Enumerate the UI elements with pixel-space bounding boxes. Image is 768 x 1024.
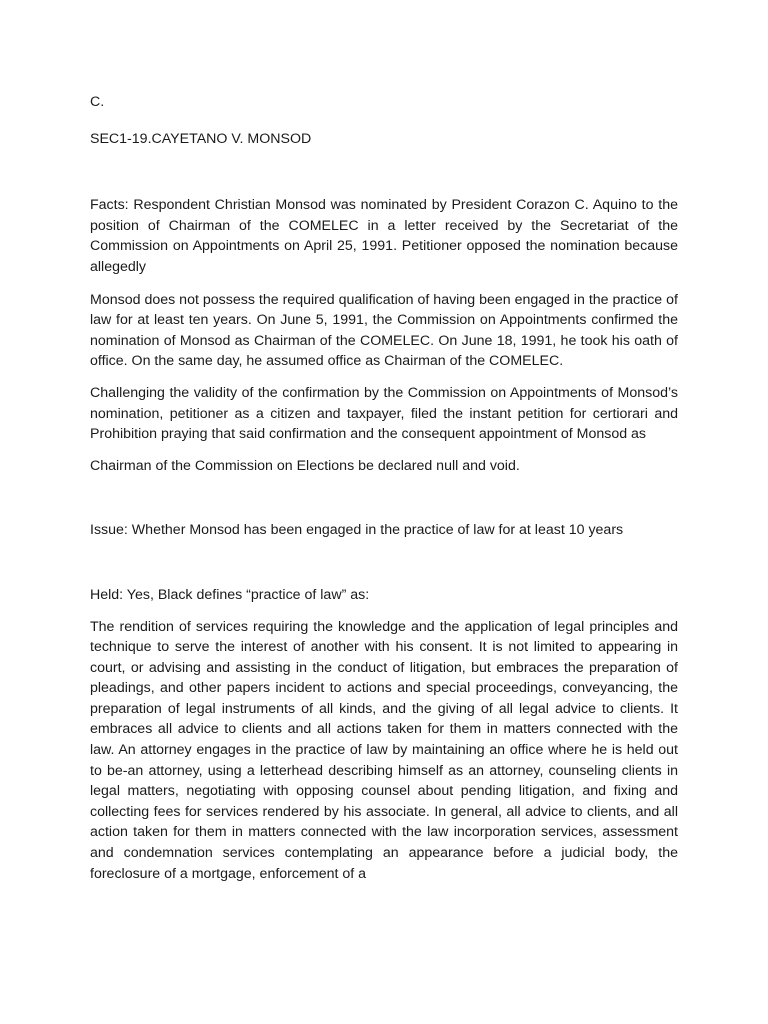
issue-paragraph: Issue: Whether Monsod has been engaged in the practice of law for at least 10 years (90, 522, 624, 539)
facts-paragraph-1: Facts: Respondent Christian Monsod was nominated by President Corazon C. Aquino to the position of Chairman of the COMELEC in a letter received by the Secretariat of the Commission on Appointments on April 25, 1991. Petitioner opposed the nomination because allegedly (90, 197, 678, 275)
facts-paragraph-3: Challenging the validity of the confirmation by the Commission on Appointments of Monsod’s nomination, petitioner as a citizen and taxpayer, filed the instant petition for certiorari and Prohibition praying that said confirmation and the consequent appointment of Monsod as (90, 384, 678, 443)
definition-paragraph: The rendition of services requiring the knowledge and the application of legal principles and technique to serve the interest of another with his consent. It is not limited to appearing in court, or advising and assisting in the conduct of litigation, but embraces the preparation of pleadings, and other papers incident to actions and special proceedings, conveyancing, the preparation of legal instruments of all kinds, and the giving of all legal advice to clients. It embraces all advice to clients and all actions taken for them in matters connected with the law. An attorney engages in the practice of law by maintaining an office where he is held out to be-an attorney, using a letterhead describing himself as an attorney, counseling clients in legal matters, negotiating with opposing counsel about pending litigation, and fixing and collecting fees for services rendered by his associate. In general, all advice to clients, and all action taken for them in matters connected with the law incorporation services, assessment and condemnation services contemplating an appearance before a judicial body, the foreclosure of a mortgage, enforcement of a (90, 618, 678, 882)
section-letter: C. (90, 94, 105, 110)
case-title: SEC1-19.CAYETANO V. MONSOD (90, 130, 312, 147)
facts-paragraph-2: Monsod does not possess the required qualification of having been engaged in the practice of law for at least ten years. On June 5, 1991, the Commission on Appointments confirmed the nomination of Monsod as Chairman of the COMELEC. On June 18, 1991, he took his oath of office. On the same day, he assumed office as Chairman of the COMELEC. (90, 291, 678, 370)
held-paragraph: Held: Yes, Black defines “practice of law” as: (90, 586, 370, 603)
facts-paragraph-4: Chairman of the Commission on Elections be declared null and void. (90, 457, 520, 474)
